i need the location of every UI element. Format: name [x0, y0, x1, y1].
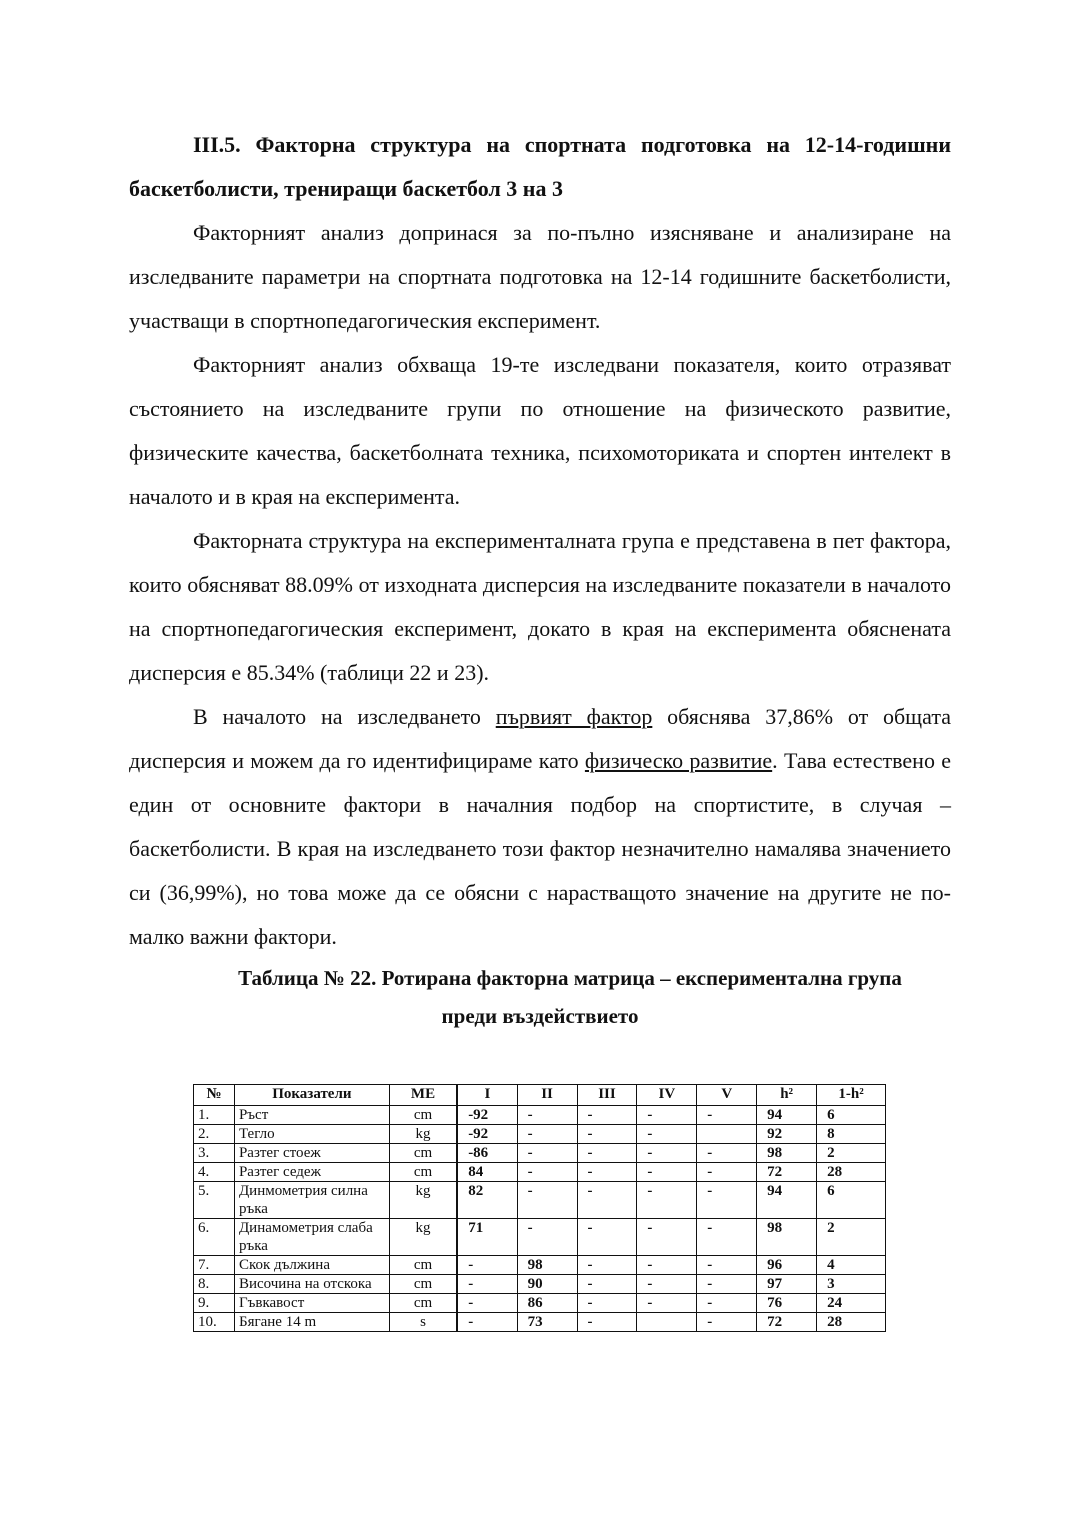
paragraph-4 — [129, 695, 951, 959]
table-caption-line-1: Таблица № 22. Ротирана факторна матрица – експериментална група — [238, 966, 902, 990]
table-cell: - — [517, 1182, 577, 1219]
table-cell: - — [457, 1313, 517, 1332]
table-row — [194, 1125, 886, 1144]
table-cell: cm — [389, 1144, 457, 1163]
table-cell: 7. — [194, 1256, 235, 1275]
table-cell: cm — [389, 1294, 457, 1313]
table-cell: 92 — [757, 1125, 817, 1144]
column-header: I — [457, 1085, 517, 1106]
column-header: III — [577, 1085, 637, 1106]
table-cell: 2 — [817, 1219, 886, 1256]
table-row — [194, 1294, 886, 1313]
paragraph-2: Факторният анализ обхваща 19-те изследвани показателя, които отразяват състоянието на изследваните групи по отношение на физическото развитие, физическите качества, баскетболната техника, психомоториката и спортен интелект в началото и в края на експеримента. — [129, 352, 951, 509]
table-cell: 4. — [194, 1163, 235, 1182]
column-header: II — [517, 1085, 577, 1106]
table-cell: - — [697, 1313, 757, 1332]
table-cell: -86 — [457, 1144, 517, 1163]
table-cell: - — [517, 1144, 577, 1163]
underlined-first-factor: първият фактор — [495, 704, 653, 729]
column-header: h² — [757, 1085, 817, 1106]
table-cell: 9. — [194, 1294, 235, 1313]
table-cell: - — [577, 1294, 637, 1313]
table-cell: - — [517, 1219, 577, 1256]
table-cell: 6 — [817, 1106, 886, 1125]
table-cell: - — [637, 1163, 697, 1182]
table-cell: 94 — [757, 1106, 817, 1125]
table-cell — [637, 1313, 697, 1332]
table-cell: Височина на отскока — [234, 1275, 389, 1294]
table-cell: - — [637, 1106, 697, 1125]
table-cell: - — [577, 1256, 637, 1275]
table-cell: 28 — [817, 1313, 886, 1332]
column-header: IV — [637, 1085, 697, 1106]
text-body — [129, 123, 951, 1035]
table-cell: 82 — [457, 1182, 517, 1219]
table-cell: 10. — [194, 1313, 235, 1332]
table-cell: cm — [389, 1163, 457, 1182]
table-cell: 5. — [194, 1182, 235, 1219]
table-cell: 8. — [194, 1275, 235, 1294]
table-cell: - — [517, 1125, 577, 1144]
paragraph-4-text-a: В началото на изследването — [193, 704, 496, 729]
table-cell: - — [697, 1163, 757, 1182]
table-row — [194, 1182, 886, 1219]
table-cell: kg — [389, 1219, 457, 1256]
table-header-row — [194, 1085, 886, 1106]
table-cell: 6 — [817, 1182, 886, 1219]
table-cell: - — [577, 1125, 637, 1144]
table-cell: - — [697, 1106, 757, 1125]
table-row — [194, 1256, 886, 1275]
paragraph-4-text-c: . Тава естествено е един от основните фактори в началния подбор на спортистите, в случая – баскетболисти. В края на изследването този фактор незначително намалява значението си (36,99%), но това може да се обясни с нарастващото значение на другите не по-малко важни фактори. — [129, 748, 951, 949]
table-cell: 2. — [194, 1125, 235, 1144]
table-cell: Бягане 14 m — [234, 1313, 389, 1332]
table-cell: 76 — [757, 1294, 817, 1313]
column-header: МЕ — [389, 1085, 457, 1106]
table-cell: - — [637, 1125, 697, 1144]
table-cell: 8 — [817, 1125, 886, 1144]
paragraph-3: Факторната структура на експерименталната група е представена в пет фактора, които обясняват 88.09% от изходната дисперсия на изследваните показатели в началото на спортнопедагогическия експеримент, докато в края на експеримента обяснената дисперсия е 85.34% (таблици 22 и 23). — [129, 528, 951, 685]
column-header: № — [194, 1085, 235, 1106]
table-cell: - — [697, 1182, 757, 1219]
table-cell: Тегло — [234, 1125, 389, 1144]
table-body — [194, 1106, 886, 1332]
table-cell: -92 — [457, 1106, 517, 1125]
table-cell: kg — [389, 1182, 457, 1219]
table-cell: - — [457, 1294, 517, 1313]
table-cell: -92 — [457, 1125, 517, 1144]
table-cell: 3 — [817, 1275, 886, 1294]
table-cell: - — [637, 1294, 697, 1313]
table-cell: 71 — [457, 1219, 517, 1256]
table-cell: - — [457, 1256, 517, 1275]
table-cell: 96 — [757, 1256, 817, 1275]
table-cell: 94 — [757, 1182, 817, 1219]
table-row — [194, 1275, 886, 1294]
table-cell: 86 — [517, 1294, 577, 1313]
table-cell: 72 — [757, 1313, 817, 1332]
table-cell: kg — [389, 1125, 457, 1144]
paragraph-4-text-b: обяснява 37,86% от общата дисперсия и можем да го идентифицираме като — [129, 704, 951, 773]
table-cell: 2 — [817, 1144, 886, 1163]
table-cell: Динамометрия слаба ръка — [234, 1219, 389, 1256]
table-cell: - — [457, 1275, 517, 1294]
table-cell: Динмометрия силна ръка — [234, 1182, 389, 1219]
table-cell: 90 — [517, 1275, 577, 1294]
table-cell — [697, 1125, 757, 1144]
table-cell: 97 — [757, 1275, 817, 1294]
table-cell: - — [577, 1219, 637, 1256]
paragraph-1: Факторният анализ допринася за по-пълно изясняване и анализиране на изследваните параметри на спортната подготовка на 12-14 годишните баскетболисти, участващи в спортнопедагогическия експеримент. — [129, 220, 951, 333]
table-cell: - — [637, 1219, 697, 1256]
table-cell: Разтег стоеж — [234, 1144, 389, 1163]
table-cell: - — [517, 1106, 577, 1125]
table-cell: Скок дължина — [234, 1256, 389, 1275]
table-cell: - — [577, 1313, 637, 1332]
table-cell: 24 — [817, 1294, 886, 1313]
table-row — [194, 1163, 886, 1182]
table-cell: cm — [389, 1275, 457, 1294]
table-cell: - — [577, 1163, 637, 1182]
table-cell: Ръст — [234, 1106, 389, 1125]
table-cell: 73 — [517, 1313, 577, 1332]
table-caption — [129, 959, 951, 1035]
table-cell: - — [577, 1275, 637, 1294]
table-row — [194, 1106, 886, 1125]
table-cell: - — [697, 1275, 757, 1294]
table-cell: 98 — [757, 1144, 817, 1163]
table-cell: Разтег седеж — [234, 1163, 389, 1182]
table-cell: - — [697, 1294, 757, 1313]
table-cell: - — [697, 1144, 757, 1163]
section-heading: III.5. Факторна структура на спортната подготовка на 12-14-годишни баскетболисти, трениращи баскетбол 3 на 3 — [129, 132, 951, 201]
table-cell: - — [637, 1144, 697, 1163]
table-cell: - — [577, 1144, 637, 1163]
column-header: 1-h² — [817, 1085, 886, 1106]
table-row — [194, 1313, 886, 1332]
table-cell: - — [517, 1163, 577, 1182]
table-cell: - — [637, 1256, 697, 1275]
table-cell: 4 — [817, 1256, 886, 1275]
table-cell: 28 — [817, 1163, 886, 1182]
table-cell: - — [697, 1256, 757, 1275]
table-cell: Гъвкавост — [234, 1294, 389, 1313]
table-cell: - — [637, 1182, 697, 1219]
underlined-physical-development: физическо развитие — [584, 748, 773, 773]
table-cell: 3. — [194, 1144, 235, 1163]
table-cell: - — [637, 1275, 697, 1294]
factor-matrix-table — [193, 1084, 886, 1332]
table-cell: - — [577, 1182, 637, 1219]
table-caption-line-2: преди въздействието — [441, 1004, 639, 1028]
table-cell: s — [389, 1313, 457, 1332]
table-cell: 72 — [757, 1163, 817, 1182]
table-cell: - — [577, 1106, 637, 1125]
table-cell: cm — [389, 1106, 457, 1125]
table-cell: - — [697, 1219, 757, 1256]
table-cell: cm — [389, 1256, 457, 1275]
table-cell: 84 — [457, 1163, 517, 1182]
table-cell: 98 — [517, 1256, 577, 1275]
table-row — [194, 1144, 886, 1163]
table-cell: 98 — [757, 1219, 817, 1256]
table-cell: 6. — [194, 1219, 235, 1256]
table-cell: 1. — [194, 1106, 235, 1125]
column-header: Показатели — [234, 1085, 389, 1106]
column-header: V — [697, 1085, 757, 1106]
table-row — [194, 1219, 886, 1256]
